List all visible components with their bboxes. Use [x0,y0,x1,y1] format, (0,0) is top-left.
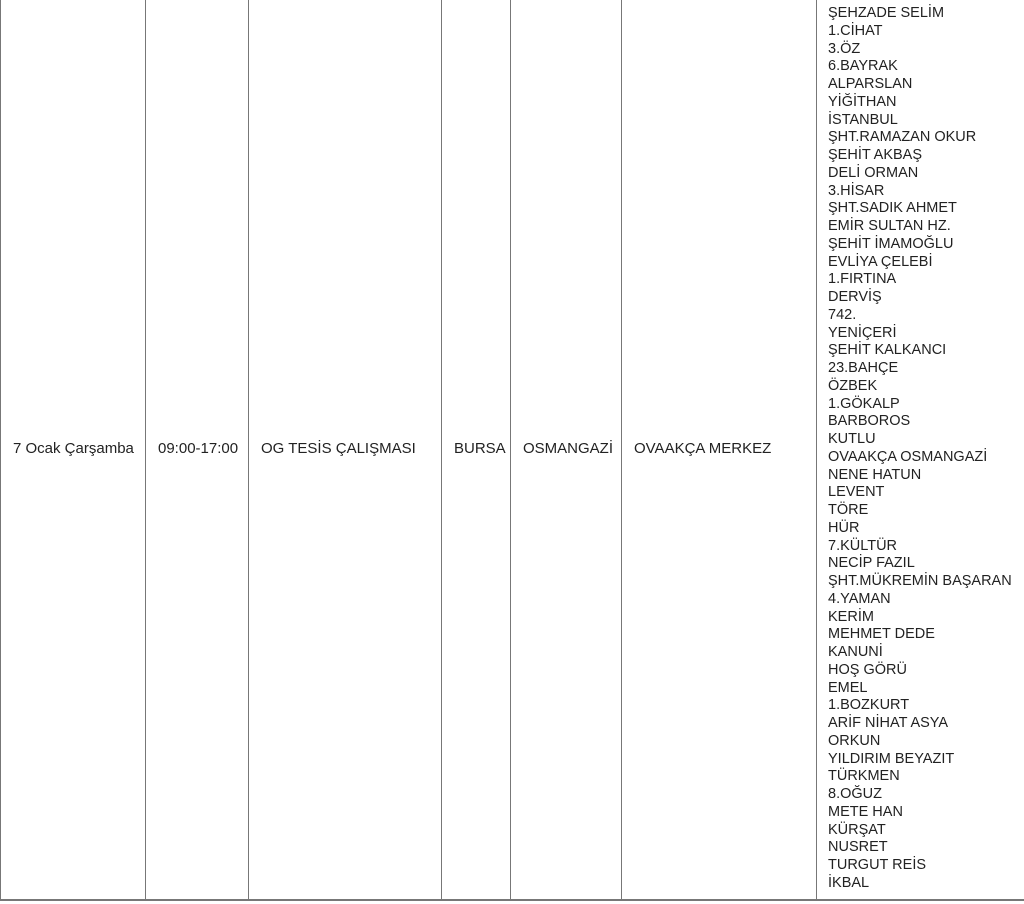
street-item: 3.ÖZ [828,40,861,57]
table-row [1,0,1024,899]
street-item: LEVENT [828,484,885,501]
description-cell: OG TESİS ÇALIŞMASI [249,0,442,899]
area-cell: OVAAKÇA MERKEZ [622,0,817,899]
street-item: METE HAN [828,803,903,820]
street-item: 4.YAMAN [828,590,891,607]
city-cell: BURSA [442,0,511,899]
time-cell: 09:00-17:00 [146,0,249,899]
street-item: BARBOROS [828,413,911,430]
street-item: NECİP FAZIL [828,555,915,572]
street-item: ŞEHİT KALKANCI [828,342,947,359]
street-item: TÜRKMEN [828,768,900,785]
street-item: ŞEHZADE SELİM [828,5,945,21]
street-item: ŞEHİT AKBAŞ [828,147,923,163]
street-item: YILDIRIM BEYAZIT [828,750,955,767]
street-item: KUTLU [828,431,876,447]
next-row-border [0,900,1024,901]
street-item: TURGUT REİS [828,857,927,873]
street-item: KANUNİ [828,644,883,660]
street-item: 6.BAYRAK [828,58,898,75]
street-item: HOŞ GÖRÜ [828,661,907,678]
street-item: ŞHT.MÜKREMİN BAŞARAN [828,573,1012,589]
street-item: İSTANBUL [828,111,898,128]
street-item: NENE HATUN [828,466,922,483]
street-item: YENİÇERİ [828,324,897,341]
street-item: EVLİYA ÇELEBİ [828,253,933,270]
street-item: 1.FIRTINA [828,271,897,288]
street-item: ÖZBEK [828,377,878,394]
street-item: 1.CİHAT [828,22,883,39]
street-item: ALPARSLAN [828,76,913,92]
street-item: 1.BOZKURT [828,697,910,714]
street-item: ORKUN [828,732,881,749]
street-item: ŞHT.SADIK AHMET [828,200,957,217]
streets-cell [817,0,1024,899]
street-item: 23.BAHÇE [828,360,899,376]
street-item: NUSRET [828,839,888,856]
date-cell: 7 Ocak Çarşamba [1,0,146,899]
street-item: ŞEHİT İMAMOĞLU [828,235,954,252]
street-item: KÜRŞAT [828,821,886,838]
street-item: TÖRE [828,502,869,518]
street-item: MEHMET DEDE [828,626,935,643]
street-item: 8.OĞUZ [828,786,882,802]
street-item: 1.GÖKALP [828,395,900,412]
street-list [828,0,1024,899]
street-item: ŞHT.RAMAZAN OKUR [828,129,977,146]
street-item: İKBAL [828,874,870,891]
street-item: 3.HİSAR [828,182,885,199]
street-item: ARİF NİHAT ASYA [828,715,949,731]
street-item: HÜR [828,519,860,536]
street-item: EMİR SULTAN HZ. [828,218,951,234]
street-item: DELİ ORMAN [828,164,919,181]
street-item: KERİM [828,608,874,625]
street-item: OVAAKÇA OSMANGAZİ [828,448,988,465]
street-item: 7.KÜLTÜR [828,537,898,554]
street-item: YİĞİTHAN [828,93,897,110]
street-item: DERVİŞ [828,289,882,305]
street-item: EMEL [828,679,868,696]
district-cell: OSMANGAZİ [511,0,622,899]
street-item: 742. [828,306,857,323]
